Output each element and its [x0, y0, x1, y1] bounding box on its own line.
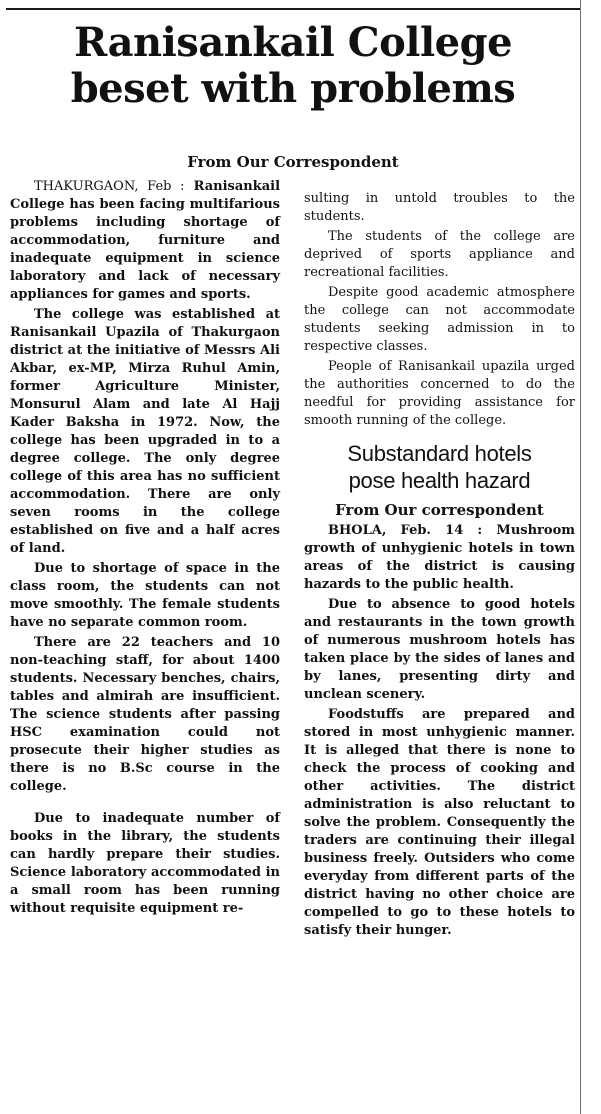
- byline: From Our Correspondent: [187, 153, 399, 171]
- paragraph-text: Ranisankail College has been facing multifarious problems including shortage of accommodation, furniture and inadequate equipment in science laboratory and lack of necessary appliances for games and sports.: [10, 179, 281, 302]
- headline-line-1: Ranisankail College: [73, 19, 513, 66]
- left-column: [10, 178, 280, 920]
- paragraph: [10, 178, 280, 304]
- right-column: [304, 190, 575, 942]
- second-headline-line-2: pose health hazard: [348, 468, 531, 493]
- headline-line-2: beset with problems: [70, 65, 516, 112]
- second-story: [304, 522, 575, 940]
- second-headline-line-1: Substandard hotels: [347, 441, 532, 466]
- paragraph: The students of the college are deprived of sports appliance and recreational facilities.: [304, 229, 575, 280]
- paragraph: Foodstuffs are prepared and stored in most unhygienic manner. It is alleged that there is none to check the process of cooking and other activities. The district administration is also reluctant to solve the problem. Consequently the traders are continuing their illegal business freely. Outsiders who come everyday from different parts of the district having no other choice are compelled to go to these hotels to satisfy their hunger.: [304, 707, 575, 938]
- paragraph: Due to inadequate number of books in the library, the students can hardly prepare their studies. Science laboratory accommodated in a small room has been running without requisite equipment re-: [10, 811, 280, 916]
- paragraph: Due to absence to good hotels and restaurants in the town growth of numerous mushroom hotels has taken place by the sides of lanes and by lanes, presenting dirty and unclean scenery.: [304, 597, 575, 702]
- second-headline: [304, 440, 575, 494]
- paragraph: Due to shortage of space in the class room, the students can not move smoothly. The female students have no separate common room.: [10, 561, 280, 630]
- second-byline: From Our correspondent: [335, 501, 544, 519]
- top-rule: [6, 8, 580, 10]
- paragraph: People of Ranisankail upazila urged the authorities concerned to do the needful for providing assistance for smooth running of the college.: [304, 359, 575, 428]
- paragraph: The college was established at Ranisankail Upazila of Thakurgaon district at the initiative of Messrs Ali Akbar, ex-MP, Mirza Ruhul Amin, former Agriculture Minister, Monsurul Alam and late Al Hajj Kader Baksha in 1972. Now, the college has been upgraded in to a degree college. The only degree college of this area has no sufficient accommodation. There are only seven rooms in the college established on five and a half acres of land.: [10, 307, 280, 556]
- dateline: THAKURGAON, Feb :: [34, 179, 185, 194]
- column-rule: [580, 0, 581, 1114]
- paragraph-continuation: sulting in untold troubles to the students.: [304, 191, 575, 224]
- paragraph: BHOLA, Feb. 14 : Mushroom growth of unhygienic hotels in town areas of the district is causing hazards to the public health.: [304, 523, 575, 592]
- headline: [6, 20, 580, 112]
- paragraph: There are 22 teachers and 10 non-teaching staff, for about 1400 students. Necessary benches, chairs, tables and almirah are insufficient. The science students after passing HSC examination could not prosecute their higher studies as there is no B.Sc course in the college.: [10, 635, 280, 794]
- paragraph: Despite good academic atmosphere the college can not accommodate students seeking admission in to respective classes.: [304, 285, 575, 354]
